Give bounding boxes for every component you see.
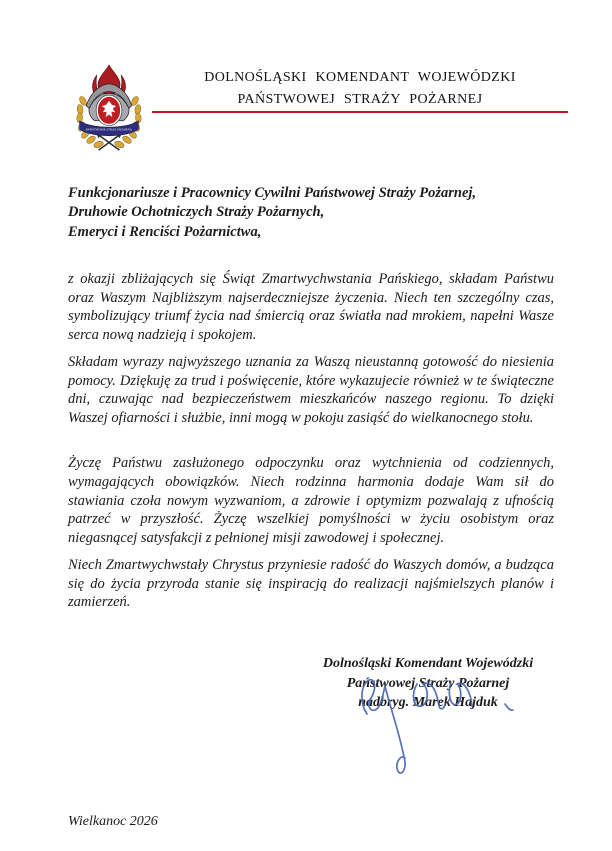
emblem-banner-text: PAŃSTWOWA STRAŻ POŻARNA [85, 127, 133, 132]
handwritten-signature [345, 650, 520, 790]
letter-body [68, 270, 554, 620]
signoff-title-line1: Dolnośląski Komendant Wojewódzki [322, 656, 534, 671]
signoff-name: nadbryg. Marek Hajduk [358, 695, 498, 710]
letterhead-title-line1: DOLNOŚLĄSKI KOMENDANT WOJEWÓDZKI [204, 70, 516, 85]
letter-paragraph-3: Życzę Państwu zasłużonego odpoczynku oraz wytchnienia od codziennych, wymagających obowiązków. Niech rodzinna harmonia dodaje Wam sił do stawiania czoła nowym wyzwaniom, a zdrowie i optymizm pozwalają z ufnością patrzeć w przyszłość. Życzę wszelkiej pomyślności w życiu osobistym oraz niegasnącej satysfakcji z pełnionej misji zawodowej i społecznej. [68, 455, 554, 547]
salutation-line-3: Emeryci i Renciści Pożarnictwa, [68, 223, 262, 240]
letter-paragraph-2: Składam wyrazy najwyższego uznania za Waszą nieustanną gotowość do niesienia pomocy. Dziękuję za trud i poświęcenie, które wykazujecie również w te świąteczne dni, czuwając nad bezpieczeństwem mieszkańców naszego regionu. To dzięki Waszej ofiarności i służbie, inni mogą w pokoju zasiąść do wielkanocnego stołu. [68, 353, 554, 426]
letterhead-title-line2: PAŃSTWOWEJ STRAŻY POŻARNEJ [237, 92, 483, 107]
letter-paragraph-1: z okazji zbliżających się Świąt Zmartwychwstania Pańskiego, składam Państwu oraz Waszym Najbliższym najserdeczniejsze życzenia. Niech ten szczególny czas, symbolizujący triumf życia nad śmiercią oraz światła nad mrokiem, napełni Wasze serca nową nadzieją i spokojem. [68, 271, 554, 344]
salutation-block [68, 184, 554, 242]
fire-service-emblem [74, 61, 144, 156]
salutation-line-2: Druhowie Ochotniczych Straży Pożarnych, [68, 204, 325, 221]
letterhead-divider [152, 111, 568, 113]
letterhead-title [152, 67, 568, 111]
emblem-eagle-shield [96, 95, 122, 125]
salutation-line-1: Funkcjonariusze i Pracownicy Cywilni Państwowej Straży Pożarnej, [68, 185, 477, 201]
date-label: Wielkanoc 2026 [68, 814, 158, 829]
signoff-title-line2: Państwowej Straży Pożarnej [346, 675, 510, 691]
letter-paragraph-4: Niech Zmartwychwstały Chrystus przyniesie radość do Waszych domów, a budząca się do życia przyroda stanie się inspiracją do realizacji najśmielszych planów i zamierzeń. [68, 556, 554, 611]
